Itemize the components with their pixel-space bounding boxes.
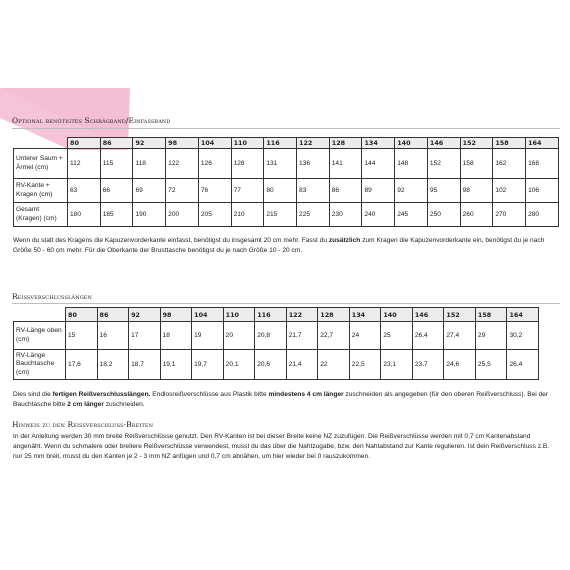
value-cell: 21,4 [286,350,318,380]
value-cell: 185 [100,203,133,227]
section-title-bias-tape: Optional benötigtes Schrägband/Einfassband [12,116,171,125]
size-header-cell: 110 [223,308,255,322]
value-cell: 19,7 [192,350,224,380]
row-label: RV-Länge oben (cm) [14,322,66,350]
size-header-cell: 134 [349,308,381,322]
size-header-cell: 104 [192,308,224,322]
value-cell: 225 [297,203,330,227]
value-cell: 66 [100,179,133,203]
value-cell: 25 [381,322,413,350]
value-cell: 210 [231,203,264,227]
size-header-cell: 122 [297,138,330,149]
value-cell: 141 [329,149,362,179]
value-cell: 23,7 [412,350,444,380]
size-header-cell: 146 [412,308,444,322]
value-cell: 22 [318,350,350,380]
value-cell: 76 [198,179,231,203]
value-cell: 22,5 [349,350,381,380]
table-row [14,179,559,203]
value-cell: 26,4 [412,322,444,350]
value-cell: 19 [192,322,224,350]
size-header-cell: 116 [255,308,287,322]
value-cell: 24,6 [444,350,476,380]
value-cell: 89 [362,179,395,203]
size-header-cell: 98 [166,138,199,149]
value-cell: 102 [493,179,526,203]
value-cell: 86 [329,179,362,203]
value-cell: 280 [526,203,559,227]
size-header-row [14,138,559,149]
value-cell: 17 [129,322,161,350]
size-header-cell: 134 [362,138,395,149]
value-cell: 136 [297,149,330,179]
value-cell: 180 [68,203,101,227]
value-cell: 128 [231,149,264,179]
table-row [14,149,559,179]
section-divider [12,303,560,304]
size-header-cell: 140 [395,138,428,149]
section-divider [12,128,560,129]
row-label: RV-Kante + Kragen (cm) [14,179,68,203]
value-cell: 18 [160,322,192,350]
value-cell: 21,7 [286,322,318,350]
value-cell: 22,7 [318,322,350,350]
value-cell: 77 [231,179,264,203]
size-header-cell: 164 [526,138,559,149]
size-header-cell: 116 [264,138,297,149]
value-cell: 115 [100,149,133,179]
value-cell: 17,6 [66,350,98,380]
section-title-zipper-width-hint: Hinweis zu den Reißverschluss-Breiten [12,420,154,429]
value-cell: 16 [97,322,129,350]
zipper-length-table [13,307,539,380]
value-cell: 230 [329,203,362,227]
value-cell: 25,5 [475,350,507,380]
value-cell: 20 [223,322,255,350]
value-cell: 270 [493,203,526,227]
value-cell: 20,6 [255,350,287,380]
zipper-length-note: Dies sind die fertigen Reißverschlusslängen. Endlosreißverschlüsse aus Plastik bitte mindestens 4 cm länger zuschneiden als angegeben (für den oberen Reißverschluss). Bei der Bauchtasche bitte 2 cm länger zuschneiden. [13,391,549,408]
size-header-cell: 92 [133,138,166,149]
value-cell: 250 [427,203,460,227]
value-cell: 15 [66,322,98,350]
table-row [14,203,559,227]
row-label: Unterer Saum + Ärmel (cm) [14,149,68,179]
value-cell: 158 [460,149,493,179]
value-cell: 118 [133,149,166,179]
value-cell: 18,2 [97,350,129,380]
size-header-cell: 86 [100,138,133,149]
size-header-cell: 164 [507,308,539,322]
value-cell: 23,1 [381,350,413,380]
table-row [14,350,539,380]
value-cell: 18,7 [129,350,161,380]
value-cell: 95 [427,179,460,203]
value-cell: 26,4 [507,350,539,380]
value-cell: 30,2 [507,322,539,350]
size-header-cell: 86 [97,308,129,322]
value-cell: 168 [526,149,559,179]
value-cell: 24 [349,322,381,350]
size-header-cell: 110 [231,138,264,149]
value-cell: 112 [68,149,101,179]
value-cell: 122 [166,149,199,179]
value-cell: 20,8 [255,322,287,350]
value-cell: 260 [460,203,493,227]
size-header-cell: 152 [444,308,476,322]
value-cell: 19,1 [160,350,192,380]
value-cell: 126 [198,149,231,179]
value-cell: 205 [198,203,231,227]
header-corner [14,308,66,322]
value-cell: 69 [133,179,166,203]
size-header-cell: 128 [329,138,362,149]
size-header-cell: 98 [160,308,192,322]
value-cell: 80 [264,179,297,203]
size-header-cell: 80 [68,138,101,149]
value-cell: 152 [427,149,460,179]
size-header-cell: 152 [460,138,493,149]
size-header-cell: 158 [475,308,507,322]
section-title-zipper-lengths: Reißverschlusslängen [12,292,93,301]
size-header-cell: 104 [198,138,231,149]
zipper-width-hint-text: In der Anleitung werden 30 mm breite Reißverschlüsse genutzt. Den RV-Kanten ist bei dieser Breite keine NZ zuzufügen. Die Reißverschlüsse werden mit 0,7 cm Kantenabstand angenäht. Wenn du schmalere oder breitere Reißverschlüsse verwendest, musst du das über die Nahtzugabe, bzw. den Nahtabstand zur Kante regulieren. Ist dein Reißverschluss z.B. nur 25 mm breit, musst du den Kanten je 2 - 3 mm NZ anfügen und 0,7 cm abnähen, um hier wieder bei 0 rauszukommen. [13,433,550,460]
value-cell: 20,1 [223,350,255,380]
header-corner [14,138,68,149]
row-label: Gesamt (Kragen) (cm) [14,203,68,227]
value-cell: 72 [166,179,199,203]
value-cell: 83 [297,179,330,203]
value-cell: 200 [166,203,199,227]
value-cell: 190 [133,203,166,227]
size-header-cell: 128 [318,308,350,322]
table-row [14,322,539,350]
value-cell: 148 [395,149,428,179]
value-cell: 29 [475,322,507,350]
value-cell: 98 [460,179,493,203]
size-header-row [14,308,539,322]
value-cell: 63 [68,179,101,203]
value-cell: 162 [493,149,526,179]
size-header-cell: 140 [381,308,413,322]
value-cell: 144 [362,149,395,179]
value-cell: 92 [395,179,428,203]
value-cell: 215 [264,203,297,227]
row-label: RV-Länge Bauchtasche (cm) [14,350,66,380]
size-header-cell: 158 [493,138,526,149]
size-header-cell: 122 [286,308,318,322]
bias-tape-note: Wenn du statt des Kragens die Kapuzenvorderkante einfasst, benötigst du insgesamt 20 cm mehr. Fasst du zusätzlich zum Kragen die Kapuzenvorderkante ein, benötigst du je nach Größe 50 - 60 cm mehr. Für die Oberkante der Brusttasche benötigst du je nach Größe 10 - 20 cm. [13,237,545,254]
value-cell: 27,4 [444,322,476,350]
bias-tape-table [13,137,559,227]
value-cell: 131 [264,149,297,179]
value-cell: 245 [395,203,428,227]
value-cell: 240 [362,203,395,227]
size-header-cell: 92 [129,308,161,322]
value-cell: 106 [526,179,559,203]
size-header-cell: 80 [66,308,98,322]
size-header-cell: 146 [427,138,460,149]
